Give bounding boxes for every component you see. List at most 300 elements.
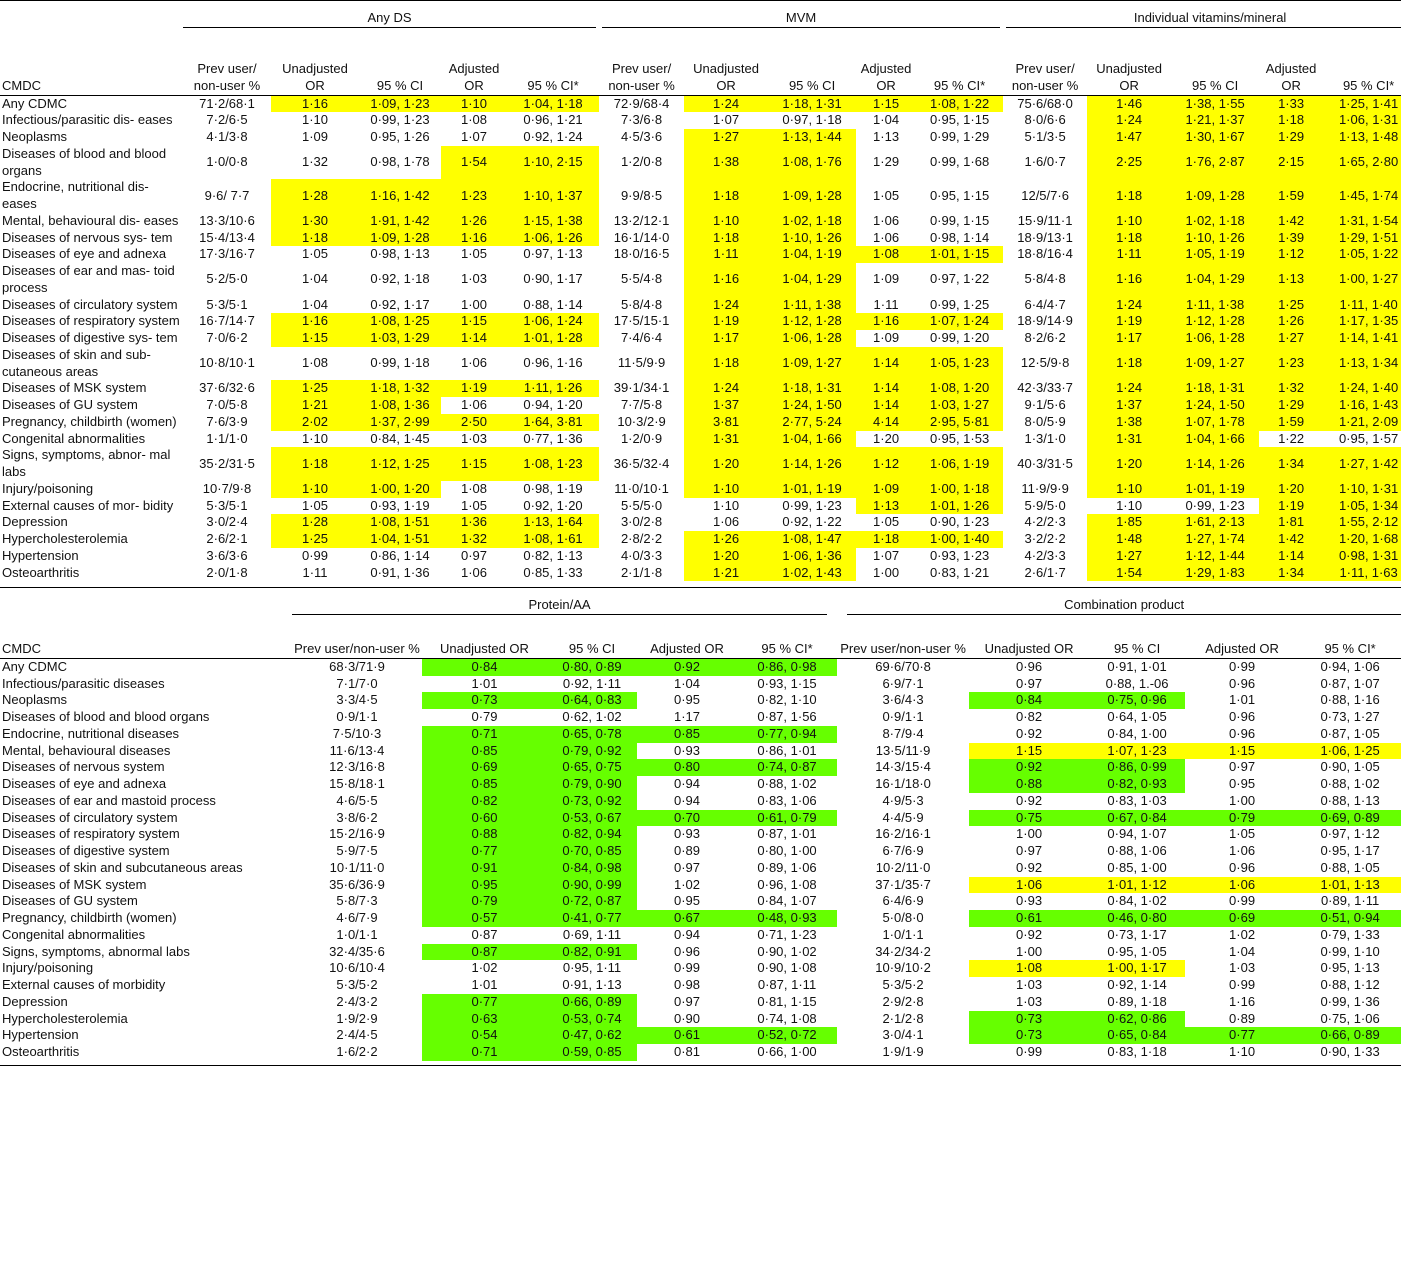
cell-ci-adjusted: 2·95, 5·81	[916, 414, 1003, 431]
group-header-protein-aa: Protein/AA	[292, 588, 837, 614]
cell-ci-adjusted: 1·55, 2·12	[1323, 514, 1401, 531]
cell-adjusted-or: 0·96	[1229, 859, 1256, 875]
cell-unadjusted-or: 1·05	[301, 497, 329, 513]
cell-unadjusted-or: 1·10	[684, 481, 768, 498]
cell-unadjusted-or: 1·27	[684, 129, 768, 146]
cell-adjusted-or: 1·13	[1259, 263, 1323, 297]
cell-adjusted-or: 1·29	[1259, 397, 1323, 414]
cell-unadjusted-or: 1·00	[1016, 943, 1043, 959]
cell-ci: 1·09, 1·23	[359, 95, 441, 112]
table-row	[0, 414, 1401, 431]
column-header-unadjusted-or: Unadjusted OR	[684, 27, 768, 95]
cell-ci: 0·65, 0·75	[547, 759, 637, 776]
cell-ci: 0·98, 1·78	[370, 154, 430, 170]
cell-ci-adjusted: 0·98, 1·31	[1323, 548, 1401, 565]
table-row	[0, 893, 1401, 910]
cell-unadjusted-or: 0·95	[422, 877, 547, 894]
cell-prev: 13·2/12·1	[613, 212, 670, 228]
cell-unadjusted-or: 1·08	[301, 355, 329, 371]
cell-adjusted-or: 1·00	[1229, 792, 1256, 808]
cell-unadjusted-or: 1·18	[271, 447, 359, 481]
cell-unadjusted-or: 1·17	[684, 330, 768, 347]
cell-ci: 0·70, 0·85	[547, 843, 637, 860]
cell-unadjusted-or: 0·57	[422, 910, 547, 927]
cell-adjusted-or: 1·17	[673, 709, 701, 724]
cell-adjusted-or: 1·34	[1259, 447, 1323, 481]
cell-ci: 1·12, 1·28	[768, 313, 856, 330]
column-header-ci: 95 % CI	[768, 27, 856, 95]
cell-prev: 2·1/2·8	[882, 1010, 924, 1026]
column-header-adjusted-or: Adjusted OR	[637, 614, 737, 658]
cell-adjusted-or: 0·97	[673, 859, 701, 875]
cell-ci-adjusted: 0·51, 0·94	[1299, 910, 1401, 927]
cell-ci-adjusted: 0·87, 1·11	[757, 977, 817, 992]
column-header-adjusted-or: Adjusted OR	[1185, 614, 1299, 658]
row-label: Infectious/parasitic diseases	[2, 675, 165, 691]
row-label: Congenital abnormalities	[2, 926, 146, 942]
cell-ci: 0·91, 1·01	[1107, 658, 1167, 674]
cell-adjusted-or: 1·03	[460, 430, 488, 446]
cell-unadjusted-or: 1·10	[1087, 481, 1171, 498]
cell-unadjusted-or: 1·03	[1016, 993, 1043, 1009]
row-label: Injury/poisoning	[2, 960, 94, 976]
cell-ci-adjusted: 1·14, 1·41	[1323, 330, 1401, 347]
row-label: Diseases of blood and blood organs	[2, 709, 210, 724]
cell-adjusted-or: 1·15	[856, 95, 916, 112]
cell-unadjusted-or: 0·87	[422, 944, 547, 961]
cell-adjusted-or: 0·89	[673, 843, 701, 858]
cell-ci: 1·14, 1·26	[1171, 447, 1259, 481]
row-label: Diseases of GU system	[2, 893, 138, 909]
table-row	[0, 726, 1401, 743]
cell-adjusted-or: 1·23	[1259, 347, 1323, 381]
cell-unadjusted-or: 0·87	[471, 926, 498, 942]
row-label: Neoplasms	[2, 129, 68, 144]
cell-prev: 3·6/4·3	[882, 692, 924, 708]
cell-prev: 3·2/2·2	[1024, 531, 1066, 546]
cell-adjusted-or: 1·06	[1229, 843, 1256, 858]
cell-unadjusted-or: 1·19	[684, 313, 768, 330]
cell-ci-adjusted: 0·95, 1·15	[929, 112, 990, 128]
cell-prev: 6·4/4·7	[1024, 296, 1066, 312]
cell-ci-adjusted: 0·87, 1·56	[757, 709, 817, 724]
cell-ci: 0·82, 0·94	[547, 826, 637, 843]
cell-unadjusted-or: 0·84	[422, 658, 547, 675]
cell-unadjusted-or: 0·73	[969, 1011, 1089, 1028]
cell-adjusted-or: 1·05	[873, 514, 900, 530]
cell-prev: 3·6/3·6	[206, 547, 248, 563]
cell-ci-adjusted: 0·88, 1·05	[1320, 859, 1380, 875]
cell-unadjusted-or: 0·73	[422, 692, 547, 709]
table-row	[0, 431, 1401, 448]
cell-ci: 1·08, 1·51	[359, 514, 441, 531]
cell-adjusted-or: 1·16	[441, 230, 507, 247]
cell-unadjusted-or: 0·54	[422, 1027, 547, 1044]
cell-ci: 1·06, 1·28	[1171, 330, 1259, 347]
cell-ci: 1·09, 1·28	[1171, 179, 1259, 213]
cell-adjusted-or: 0·95	[673, 893, 701, 909]
row-label: Mental, behavioural dis- eases	[2, 212, 179, 228]
cell-ci: 0·99, 1·18	[370, 355, 430, 371]
cell-ci-adjusted: 1·00, 1·40	[916, 531, 1003, 548]
cell-unadjusted-or: 3·81	[684, 414, 768, 431]
cell-prev: 39·1/34·1	[613, 380, 670, 396]
cell-ci-adjusted: 0·97, 1·12	[1320, 826, 1380, 842]
cell-ci: 1·08, 1·47	[768, 531, 856, 548]
cell-adjusted-or: 1·13	[856, 498, 916, 515]
cell-adjusted-or: 0·77	[1185, 1027, 1299, 1044]
cell-ci-adjusted: 1·13, 1·64	[507, 514, 599, 531]
cell-ci-adjusted: 0·88, 1·13	[1320, 792, 1380, 808]
cell-prev: 2·4/3·2	[336, 993, 378, 1009]
cell-ci: 0·99, 1·23	[370, 112, 430, 128]
cell-ci: 1·10, 1·26	[1171, 230, 1259, 247]
cell-unadjusted-or: 1·21	[684, 565, 768, 582]
cell-ci: 1·13, 1·44	[768, 129, 856, 146]
cell-ci: 0·84, 0·98	[547, 860, 637, 877]
cell-ci: 0·88, 1.-06	[1105, 675, 1169, 691]
cell-ci: 1·00, 1·17	[1089, 960, 1185, 977]
cell-adjusted-or: 1·05	[1229, 826, 1256, 842]
cell-ci-adjusted: 1·08, 1·20	[916, 380, 1003, 397]
cell-ci: 1·02, 1·18	[768, 213, 856, 230]
cell-ci-adjusted: 0·77, 0·94	[737, 726, 837, 743]
cell-prev: 7·3/6·8	[620, 112, 663, 128]
cell-adjusted-or: 0·95	[673, 692, 701, 708]
cell-prev: 32·4/35·6	[329, 943, 385, 959]
cell-unadjusted-or: 1·18	[684, 347, 768, 381]
cell-adjusted-or: 1·14	[441, 330, 507, 347]
cell-ci: 0·79, 0·90	[547, 776, 637, 793]
cell-ci-adjusted: 0·89, 1·06	[757, 859, 817, 875]
table-row	[0, 246, 1401, 263]
cell-prev: 12·3/16·8	[329, 759, 385, 775]
cell-prev: 7·5/10·3	[332, 725, 382, 741]
row-label: Diseases of blood and blood organs	[2, 145, 167, 178]
cell-ci-adjusted: 1·10, 2·15	[507, 146, 599, 180]
cell-ci: 0·73, 0·92	[547, 793, 637, 810]
cell-prev: 12·5/9·8	[1020, 355, 1070, 371]
cell-prev: 18·9/13·1	[1017, 229, 1073, 245]
cell-ci: 0·59, 0·85	[547, 1044, 637, 1061]
cell-prev: 68·3/71·9	[329, 658, 385, 674]
cell-adjusted-or: 1·16	[1229, 993, 1256, 1009]
row-label: Diseases of GU system	[2, 397, 138, 412]
cell-unadjusted-or: 1·24	[1087, 112, 1171, 129]
cell-ci-adjusted: 0·95, 1·15	[929, 187, 990, 203]
table-row	[0, 977, 1401, 994]
cell-unadjusted-or: 1·25	[271, 531, 359, 548]
row-label: Hypertension	[2, 547, 79, 563]
cell-prev: 10·6/10·4	[329, 960, 385, 976]
table-row	[0, 1011, 1401, 1028]
cell-ci: 1·00, 1·20	[359, 481, 441, 498]
table-row	[0, 565, 1401, 582]
cell-ci-adjusted: 0·90, 1·08	[757, 960, 817, 976]
cell-adjusted-or: 1·26	[1259, 313, 1323, 330]
cell-adjusted-or: 1·08	[460, 112, 488, 128]
table-row	[0, 1027, 1401, 1044]
row-label: Diseases of respiratory system	[2, 313, 180, 329]
column-header-ci-adjusted: 95 % CI*	[1323, 27, 1401, 95]
cell-ci-adjusted: 1·13, 1·48	[1323, 129, 1401, 146]
cell-unadjusted-or: 1·11	[684, 246, 768, 263]
cell-prev: 5·3/5·2	[882, 977, 924, 992]
cell-ci-adjusted: 0·66, 1·00	[757, 1044, 817, 1059]
cell-ci-adjusted: 0·88, 1·16	[1320, 692, 1380, 708]
column-header-prev: Prev user/ non-user %	[1003, 27, 1087, 95]
cell-adjusted-or: 0·99	[1229, 977, 1256, 992]
table-row	[0, 860, 1401, 877]
column-header-ci: 95 % CI	[359, 27, 441, 95]
cell-unadjusted-or: 2·02	[271, 414, 359, 431]
column-header-cmdc: CMDC	[0, 614, 292, 658]
cell-ci-adjusted: 1·11, 1·40	[1323, 297, 1401, 314]
table-row	[0, 263, 1401, 297]
cell-ci: 0·67, 0·84	[1089, 810, 1185, 827]
cell-adjusted-or: 0·93	[673, 826, 701, 842]
cell-prev: 4·2/2·3	[1024, 514, 1066, 530]
cell-unadjusted-or: 0·96	[1016, 658, 1043, 674]
cell-prev: 4·1/3·8	[206, 129, 248, 144]
cell-adjusted-or: 0·98	[673, 977, 701, 992]
column-header-ci: 95 % CI	[547, 614, 637, 658]
cell-unadjusted-or: 0·93	[1016, 893, 1043, 909]
cell-unadjusted-or: 1·27	[1087, 548, 1171, 565]
cell-ci-adjusted: 0·79, 1·33	[1320, 926, 1380, 942]
cell-adjusted-or: 1·42	[1259, 531, 1323, 548]
column-header-ci: 95 % CI	[1089, 614, 1185, 658]
cell-adjusted-or: 2·50	[441, 414, 507, 431]
cell-unadjusted-or: 0·79	[422, 893, 547, 910]
row-label: Diseases of eye and adnexa	[2, 776, 167, 791]
table-row	[0, 759, 1401, 776]
row-label: Diseases of MSK system	[2, 380, 147, 396]
cell-adjusted-or: 0·97	[673, 993, 701, 1009]
cell-adjusted-or: 1·07	[873, 547, 900, 563]
column-header-prev: Prev user/non-user %	[837, 614, 969, 658]
row-label: Pregnancy, childbirth (women)	[2, 413, 177, 429]
cell-prev: 2·8/2·2	[620, 531, 663, 546]
cell-adjusted-or: 1·02	[1229, 926, 1256, 942]
cell-ci: 1·38, 1·55	[1171, 95, 1259, 112]
cell-prev: 11·6/13·4	[329, 742, 385, 758]
cell-unadjusted-or: 1·10	[301, 112, 329, 128]
cell-unadjusted-or: 1·07	[713, 112, 740, 128]
cell-prev: 5·0/8·0	[882, 910, 924, 925]
cell-ci: 1·12, 1·28	[1171, 313, 1259, 330]
cell-ci: 1·12, 1·25	[359, 447, 441, 481]
cell-prev: 2·9/2·8	[882, 993, 924, 1009]
cell-ci-adjusted: 1·65, 2·80	[1323, 146, 1401, 180]
cell-prev: 1·9/1·9	[882, 1044, 924, 1059]
table-row	[0, 676, 1401, 693]
table-row	[0, 793, 1401, 810]
cell-unadjusted-or: 1·02	[471, 960, 498, 976]
cell-adjusted-or: 1·18	[856, 531, 916, 548]
cell-prev: 9·9/8·5	[620, 187, 663, 203]
cell-ci: 2·77, 5·24	[768, 414, 856, 431]
cell-unadjusted-or: 1·00	[1016, 826, 1043, 842]
cell-unadjusted-or: 1·04	[301, 271, 329, 287]
cell-ci: 1·04, 1·29	[768, 263, 856, 297]
cell-unadjusted-or: 0·77	[422, 843, 547, 860]
cell-ci: 0·83, 1·03	[1107, 792, 1167, 808]
cell-ci: 0·93, 1·19	[370, 497, 430, 513]
cell-ci-adjusted: 0·88, 1·02	[1320, 776, 1380, 791]
cell-prev: 1·2/0·9	[620, 430, 663, 446]
cell-prev: 7·0/6·2	[206, 330, 248, 345]
cell-unadjusted-or: 1·32	[301, 154, 329, 170]
cell-adjusted-or: 1·11	[873, 296, 899, 312]
cell-unadjusted-or: 1·06	[713, 514, 740, 530]
cell-unadjusted-or: 1·03	[1016, 977, 1043, 992]
cell-prev: 17·3/16·7	[199, 246, 255, 262]
cell-ci-adjusted: 0·89, 1·11	[1320, 893, 1380, 909]
row-label: Diseases of respiratory system	[2, 826, 180, 842]
cell-ci-adjusted: 0·96, 1·16	[523, 355, 583, 371]
cell-adjusted-or: 1·03	[1229, 960, 1256, 976]
row-label: Depression	[2, 514, 68, 530]
cell-adjusted-or: 1·16	[856, 313, 916, 330]
table-row	[0, 776, 1401, 793]
cell-unadjusted-or: 0·79	[471, 709, 498, 724]
column-header-adjusted-or: Adjusted OR	[856, 27, 916, 95]
cell-prev: 13·5/11·9	[875, 742, 931, 758]
table-row	[0, 910, 1401, 927]
cell-adjusted-or: 1·04	[673, 675, 701, 691]
cell-ci: 1·12, 1·44	[1171, 548, 1259, 565]
column-header-adjusted-or: Adjusted OR	[1259, 27, 1323, 95]
cell-ci: 1·76, 2·87	[1171, 146, 1259, 180]
cell-ci: 0·62, 1·02	[562, 709, 622, 724]
cell-unadjusted-or: 0·88	[422, 826, 547, 843]
cell-prev: 36·5/32·4	[613, 455, 670, 471]
cell-prev: 7·7/5·8	[620, 397, 663, 412]
cell-ci: 1·07, 1·78	[1171, 414, 1259, 431]
cell-adjusted-or: 1·08	[856, 246, 916, 263]
cell-adjusted-or: 1·14	[856, 347, 916, 381]
cell-ci: 0·53, 0·74	[547, 1011, 637, 1028]
cell-adjusted-or: 1·59	[1259, 414, 1323, 431]
cell-adjusted-or: 0·67	[637, 910, 737, 927]
cell-prev: 42·3/33·7	[1017, 380, 1073, 396]
cell-adjusted-or: 1·36	[441, 514, 507, 531]
cell-ci: 1·18, 1·31	[1171, 380, 1259, 397]
cell-ci-adjusted: 0·99, 1·20	[929, 330, 990, 345]
cell-unadjusted-or: 1·11	[1087, 246, 1171, 263]
cell-ci-adjusted: 0·96, 1·08	[757, 876, 817, 892]
table-row	[0, 213, 1401, 230]
table-row	[0, 692, 1401, 709]
cell-ci: 0·98, 1·13	[370, 246, 430, 262]
cell-adjusted-or: 0·97	[1229, 759, 1256, 775]
cell-unadjusted-or: 1·21	[271, 397, 359, 414]
cell-prev: 34·2/34·2	[875, 943, 931, 959]
cell-unadjusted-or: 1·24	[684, 95, 768, 112]
group-header-mvm: MVM	[599, 1, 1003, 27]
cell-ci-adjusted: 0·82, 1·13	[523, 547, 583, 563]
cell-prev: 1·1/1·0	[206, 430, 248, 446]
cell-adjusted-or: 0·96	[1229, 675, 1256, 691]
cell-ci: 0·46, 0·80	[1089, 910, 1185, 927]
table-row	[0, 810, 1401, 827]
cell-prev: 40·3/31·5	[1017, 455, 1073, 471]
cell-ci: 1·04, 1·51	[359, 531, 441, 548]
cell-prev: 5·3/5·2	[336, 977, 378, 992]
cell-unadjusted-or: 0·61	[969, 910, 1089, 927]
cell-ci: 1·16, 1·42	[359, 179, 441, 213]
column-header-cmdc: CMDC	[0, 27, 183, 95]
cell-prev: 2·0/1·8	[206, 564, 248, 580]
cell-ci-adjusted: 0·85, 1·33	[523, 564, 583, 580]
cell-adjusted-or: 1·54	[441, 146, 507, 180]
cell-ci: 0·82, 0·91	[547, 944, 637, 961]
cell-adjusted-or: 0·89	[1229, 1010, 1256, 1026]
cell-ci: 1·06, 1·28	[768, 330, 856, 347]
cell-ci-adjusted: 0·88, 1·14	[523, 296, 583, 312]
row-label: Endocrine, nutritional diseases	[2, 725, 180, 741]
cell-ci-adjusted: 0·52, 0·72	[737, 1027, 837, 1044]
cell-adjusted-or: 1·02	[673, 876, 701, 892]
cell-adjusted-or: 1·14	[856, 380, 916, 397]
cell-ci: 0·84, 1·45	[370, 430, 430, 446]
cell-ci: 1·18, 1·31	[768, 380, 856, 397]
cell-ci: 1·27, 1·74	[1171, 531, 1259, 548]
cell-adjusted-or: 4·14	[856, 414, 916, 431]
cell-adjusted-or: 0·95	[1229, 776, 1256, 791]
cell-adjusted-or: 1·05	[460, 497, 488, 513]
cell-ci: 1·08, 1·25	[359, 313, 441, 330]
cell-adjusted-or: 1·10	[1229, 1044, 1256, 1059]
column-header-prev: Prev user/ non-user %	[599, 27, 684, 95]
table-row	[0, 843, 1401, 860]
table-row	[0, 658, 1401, 675]
cell-prev: 4·9/5·3	[882, 792, 924, 808]
cell-ci-adjusted: 0·74, 1·08	[757, 1010, 817, 1026]
cell-prev: 15·4/13·4	[199, 229, 255, 245]
cell-unadjusted-or: 1·16	[1087, 263, 1171, 297]
cell-adjusted-or: 1·15	[441, 313, 507, 330]
column-header-ci-adjusted: 95 % CI*	[916, 27, 1003, 95]
cell-unadjusted-or: 0·82	[1016, 709, 1043, 724]
cell-unadjusted-or: 0·84	[969, 692, 1089, 709]
cell-prev: 5·8/7·3	[336, 893, 378, 909]
cell-ci: 1·09, 1·28	[768, 179, 856, 213]
cell-ci: 1·04, 1·19	[768, 246, 856, 263]
cell-ci: 0·66, 0·89	[547, 994, 637, 1011]
row-label: Diseases of skin and subcutaneous areas	[2, 859, 243, 875]
cell-ci-adjusted: 1·10, 1·31	[1323, 481, 1401, 498]
row-label: Mental, behavioural diseases	[2, 742, 171, 758]
cell-prev: 2·6/1·7	[1024, 564, 1066, 580]
cell-prev: 5·1/3·5	[1024, 129, 1066, 144]
cell-adjusted-or: 0·97	[460, 547, 488, 563]
table-row	[0, 112, 1401, 129]
cell-unadjusted-or: 1·16	[684, 263, 768, 297]
table-row	[0, 927, 1401, 944]
cell-prev: 1·6/2·2	[336, 1044, 378, 1059]
cell-ci: 1·05, 1·19	[1171, 246, 1259, 263]
cell-unadjusted-or: 0·88	[969, 776, 1089, 793]
cell-ci-adjusted: 0·86, 1·01	[757, 742, 817, 758]
cell-adjusted-or: 1·04	[1229, 943, 1256, 959]
cell-unadjusted-or: 0·77	[422, 994, 547, 1011]
cell-ci-adjusted: 0·99, 1·10	[1320, 943, 1380, 959]
cell-ci: 1·24, 1·50	[768, 397, 856, 414]
cell-ci-adjusted: 0·98, 1·19	[523, 480, 583, 496]
cell-ci: 0·62, 0·86	[1089, 1011, 1185, 1028]
